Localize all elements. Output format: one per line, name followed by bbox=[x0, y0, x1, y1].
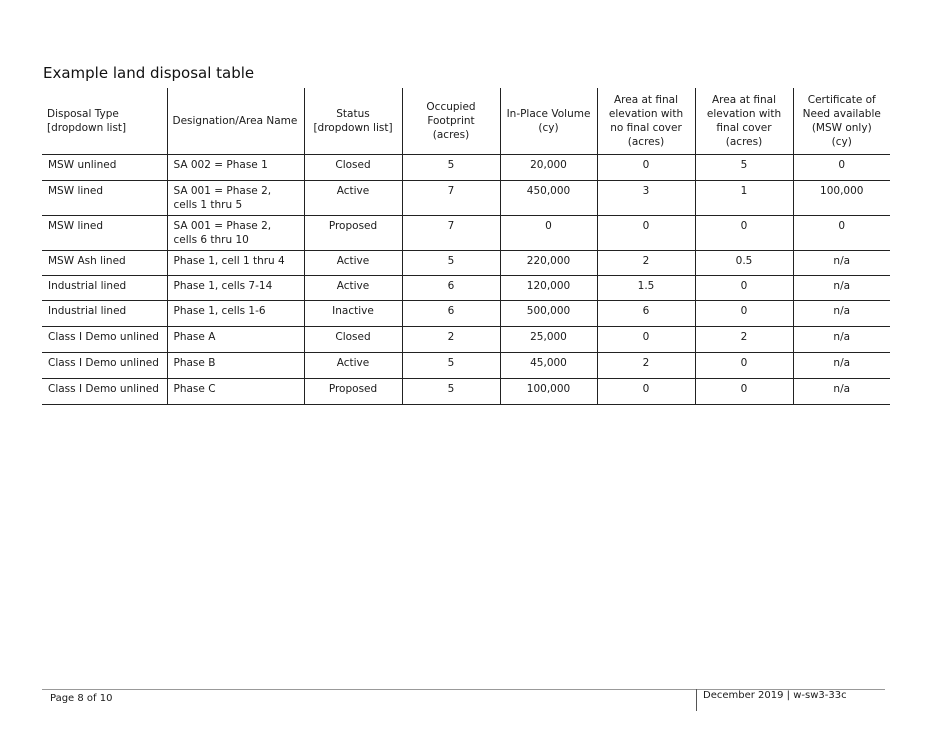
column-header: In-Place Volume (cy) bbox=[500, 88, 597, 155]
table-cell: MSW lined bbox=[42, 181, 167, 216]
table-cell: 500,000 bbox=[500, 301, 597, 327]
table-cell: Active bbox=[304, 181, 402, 216]
table-body bbox=[42, 155, 890, 405]
table-cell: Active bbox=[304, 353, 402, 379]
table-cell: 7 bbox=[402, 181, 500, 216]
table-cell: Class I Demo unlined bbox=[42, 379, 167, 405]
table-cell: 2 bbox=[402, 327, 500, 353]
column-header: Status [dropdown list] bbox=[304, 88, 402, 155]
column-header: Certificate of Need available (MSW only) (cy) bbox=[793, 88, 890, 155]
table-row bbox=[42, 276, 890, 301]
table-cell: 6 bbox=[402, 301, 500, 327]
table-cell: 25,000 bbox=[500, 327, 597, 353]
table-cell: 2 bbox=[597, 251, 695, 276]
table-cell: 0 bbox=[695, 276, 793, 301]
table-cell: 100,000 bbox=[500, 379, 597, 405]
table-cell: 0 bbox=[695, 353, 793, 379]
table-cell: n/a bbox=[793, 251, 890, 276]
table-cell: 5 bbox=[402, 353, 500, 379]
table-row bbox=[42, 181, 890, 216]
table-cell: MSW Ash lined bbox=[42, 251, 167, 276]
column-header: Area at final elevation with final cover (acres) bbox=[695, 88, 793, 155]
table-cell: 0 bbox=[597, 155, 695, 181]
table-cell: 5 bbox=[695, 155, 793, 181]
page-title: Example land disposal table bbox=[43, 64, 255, 82]
table-cell: Phase 1, cells 7-14 bbox=[167, 276, 304, 301]
table-cell: n/a bbox=[793, 301, 890, 327]
table-cell: Phase C bbox=[167, 379, 304, 405]
table-cell: Class I Demo unlined bbox=[42, 353, 167, 379]
table-cell: 450,000 bbox=[500, 181, 597, 216]
table-cell: SA 001 = Phase 2, cells 6 thru 10 bbox=[167, 216, 304, 251]
table-cell: Proposed bbox=[304, 216, 402, 251]
table-cell: n/a bbox=[793, 353, 890, 379]
column-header: Disposal Type [dropdown list] bbox=[42, 88, 167, 155]
table-cell: 6 bbox=[597, 301, 695, 327]
footer-date-docid: December 2019 | w-sw3-33c bbox=[703, 690, 847, 701]
table-cell: 0 bbox=[695, 216, 793, 251]
table-cell: 5 bbox=[402, 155, 500, 181]
table-cell: 1.5 bbox=[597, 276, 695, 301]
table-cell: 0 bbox=[695, 301, 793, 327]
table-cell: Closed bbox=[304, 155, 402, 181]
table-cell: 5 bbox=[402, 379, 500, 405]
column-header: Area at final elevation with no final cover (acres) bbox=[597, 88, 695, 155]
table-cell: 45,000 bbox=[500, 353, 597, 379]
table-cell: n/a bbox=[793, 276, 890, 301]
table-row bbox=[42, 251, 890, 276]
table-header-row bbox=[42, 88, 890, 155]
table-cell: Active bbox=[304, 251, 402, 276]
footer-page-number: Page 8 of 10 bbox=[50, 693, 113, 704]
table-cell: Phase 1, cell 1 thru 4 bbox=[167, 251, 304, 276]
table-cell: MSW unlined bbox=[42, 155, 167, 181]
table-row bbox=[42, 353, 890, 379]
table-cell: 6 bbox=[402, 276, 500, 301]
table-cell: Phase A bbox=[167, 327, 304, 353]
land-disposal-table bbox=[42, 88, 890, 405]
table-cell: Industrial lined bbox=[42, 301, 167, 327]
table-cell: 0 bbox=[695, 379, 793, 405]
footer-separator bbox=[696, 689, 697, 711]
table-cell: Phase 1, cells 1-6 bbox=[167, 301, 304, 327]
table-cell: 0 bbox=[793, 216, 890, 251]
table-cell: MSW lined bbox=[42, 216, 167, 251]
table-cell: 0.5 bbox=[695, 251, 793, 276]
column-header: Designation/Area Name bbox=[167, 88, 304, 155]
table-cell: Proposed bbox=[304, 379, 402, 405]
table-cell: 2 bbox=[695, 327, 793, 353]
table-cell: 1 bbox=[695, 181, 793, 216]
table-cell: SA 001 = Phase 2, cells 1 thru 5 bbox=[167, 181, 304, 216]
table-cell: 100,000 bbox=[793, 181, 890, 216]
table-cell: 0 bbox=[597, 327, 695, 353]
table-cell: n/a bbox=[793, 379, 890, 405]
table-cell: 3 bbox=[597, 181, 695, 216]
table-cell: 0 bbox=[793, 155, 890, 181]
table-cell: Inactive bbox=[304, 301, 402, 327]
table-cell: SA 002 = Phase 1 bbox=[167, 155, 304, 181]
table-cell: 20,000 bbox=[500, 155, 597, 181]
table-cell: 0 bbox=[500, 216, 597, 251]
table-cell: 0 bbox=[597, 379, 695, 405]
table-cell: Phase B bbox=[167, 353, 304, 379]
table-cell: 220,000 bbox=[500, 251, 597, 276]
table-cell: 0 bbox=[597, 216, 695, 251]
table-row bbox=[42, 301, 890, 327]
table-cell: 7 bbox=[402, 216, 500, 251]
table-row bbox=[42, 379, 890, 405]
table-cell: 120,000 bbox=[500, 276, 597, 301]
table-cell: 5 bbox=[402, 251, 500, 276]
table-row bbox=[42, 155, 890, 181]
table-cell: Active bbox=[304, 276, 402, 301]
table-row bbox=[42, 327, 890, 353]
column-header: Occupied Footprint (acres) bbox=[402, 88, 500, 155]
table-cell: Industrial lined bbox=[42, 276, 167, 301]
table-row bbox=[42, 216, 890, 251]
table-cell: Closed bbox=[304, 327, 402, 353]
table-cell: 2 bbox=[597, 353, 695, 379]
table-cell: Class I Demo unlined bbox=[42, 327, 167, 353]
table-cell: n/a bbox=[793, 327, 890, 353]
